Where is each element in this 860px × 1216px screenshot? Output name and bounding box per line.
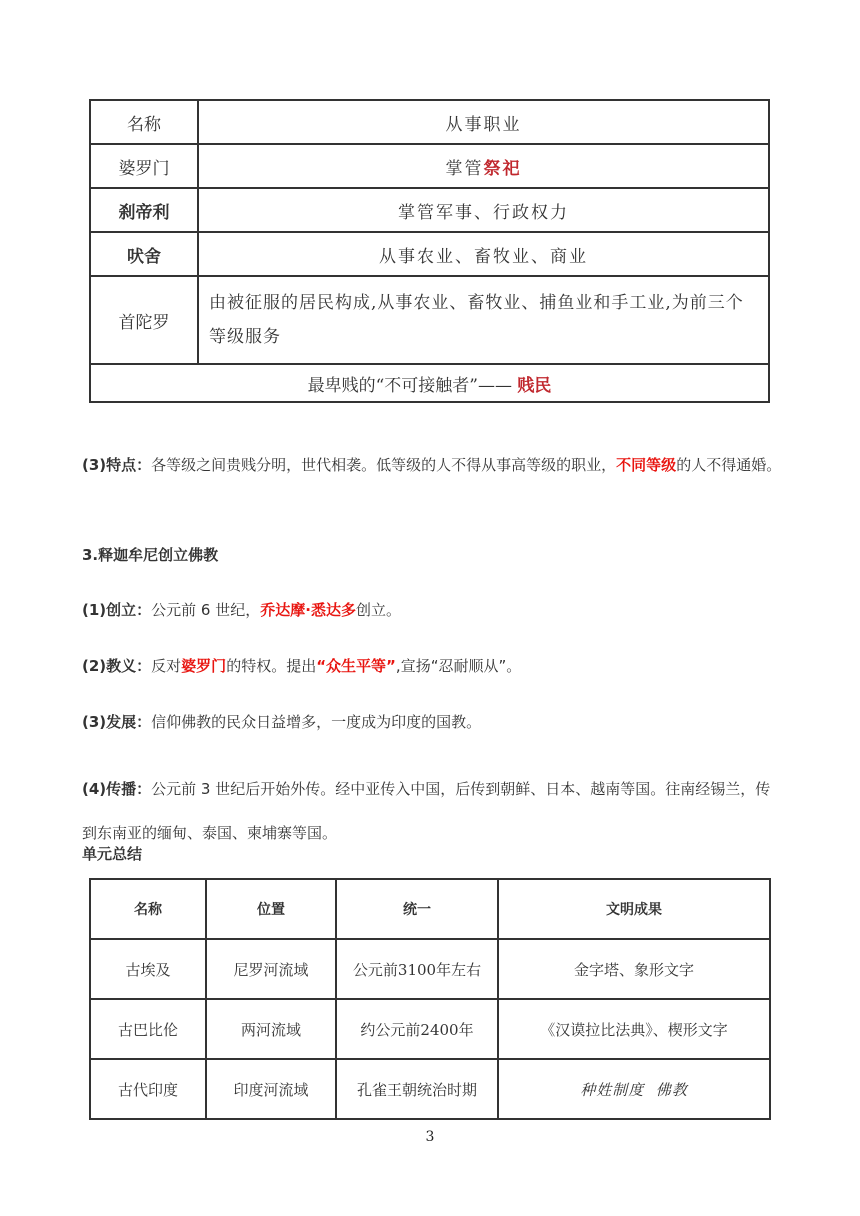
header-name: 名称	[90, 100, 198, 144]
caste-occupation-kshatriya: 掌管军事、行政权力	[198, 188, 769, 232]
table-cell: 孔雀王朝统治时期	[336, 1059, 498, 1119]
table-row	[90, 939, 770, 999]
caste-name-vaishya: 吠舍	[90, 232, 198, 276]
column-header: 名称	[90, 879, 206, 939]
table-cell: 公元前3100年左右	[336, 939, 498, 999]
caste-name-kshatriya: 刹帝利	[90, 188, 198, 232]
summary-table	[89, 878, 771, 1120]
table-cell: 金字塔、象形文字	[498, 939, 770, 999]
buddhism-heading: 3.释迦牟尼创立佛教	[82, 546, 219, 564]
table-cell: 古代印度	[90, 1059, 206, 1119]
table-cell: 尼罗河流域	[206, 939, 336, 999]
table-cell: 《汉谟拉比法典》、楔形文字	[498, 999, 770, 1059]
table-row	[90, 999, 770, 1059]
spread-paragraph: (4)传播：公元前 3 世纪后开始外传。经中亚传入中国，后传到朝鲜、日本、越南等国。往南经锡兰，传到东南亚的缅甸、泰国、柬埔寨等国。	[82, 780, 771, 842]
caste-name-shudra: 首陀罗	[90, 276, 198, 364]
caste-occupation-vaishya: 从事农业、畜牧业、商业	[198, 232, 769, 276]
table-cell: 古巴比伦	[90, 999, 206, 1059]
column-header: 统一	[336, 879, 498, 939]
handwritten-answer: 种姓制度 佛教	[498, 1059, 770, 1119]
column-header: 文明成果	[498, 879, 770, 939]
table-cell: 约公元前2400年	[336, 999, 498, 1059]
header-occupation: 从事职业	[198, 100, 769, 144]
table-cell: 两河流域	[206, 999, 336, 1059]
caste-table	[89, 99, 770, 403]
development-paragraph: (3)发展：信仰佛教的民众日益增多，一度成为印度的国教。	[82, 713, 482, 731]
caste-occupation-shudra: 由被征服的居民构成,从事农业、畜牧业、捕鱼业和手工业,为前三个等级服务	[198, 276, 769, 364]
founding-paragraph: (1)创立：公元前 6 世纪，乔达摩·悉达多创立。	[82, 601, 401, 619]
untouchables-row: 最卑贱的“不可接触者”—— 贱民	[90, 364, 769, 402]
caste-name-brahmin: 婆罗门	[90, 144, 198, 188]
column-header: 位置	[206, 879, 336, 939]
summary-heading: 单元总结	[82, 845, 143, 863]
page-number: 3	[425, 1129, 435, 1145]
table-cell: 古埃及	[90, 939, 206, 999]
features-paragraph: (3)特点：各等级之间贵贱分明，世代相袭。低等级的人不得从事高等级的职业，不同等级的人不得通婚。	[82, 456, 782, 474]
table-row	[90, 1059, 770, 1119]
caste-occupation-brahmin: 掌管祭祀	[198, 144, 769, 188]
doctrine-paragraph: (2)教义：反对婆罗门的特权。提出“众生平等”,宣扬“忍耐顺从”。	[82, 657, 522, 675]
table-cell: 印度河流域	[206, 1059, 336, 1119]
